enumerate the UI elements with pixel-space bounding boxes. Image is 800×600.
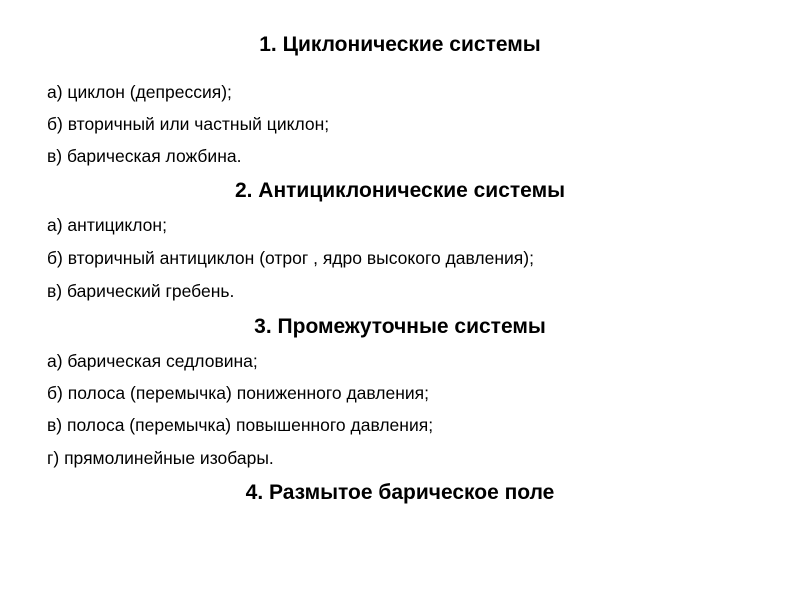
list-item: в) барический гребень. [47,281,235,301]
list-item: а) барическая седловина; [47,351,258,371]
list-item: б) вторичный антициклон (отрог , ядро высокого давления); [47,248,534,268]
section-heading-anticyclonic: 2. Антициклонические системы [234,179,566,202]
list-item: в) барическая ложбина. [47,146,242,166]
list-item: г) прямолинейные изобары. [47,448,274,468]
list-item: а) циклон (депрессия); [47,82,232,102]
list-item: б) полоса (перемычка) пониженного давления; [47,383,430,403]
section-heading-diffuse-field: 4. Размытое барическое поле [245,481,555,504]
section-heading-intermediate: 3. Промежуточные системы [254,315,546,338]
section-heading-cyclonic: 1. Циклонические системы [259,33,541,56]
list-item: а) антициклон; [47,215,167,235]
list-item: в) полоса (перемычка) повышенного давления; [47,415,434,435]
list-item: б) вторичный или частный циклон; [47,114,330,134]
